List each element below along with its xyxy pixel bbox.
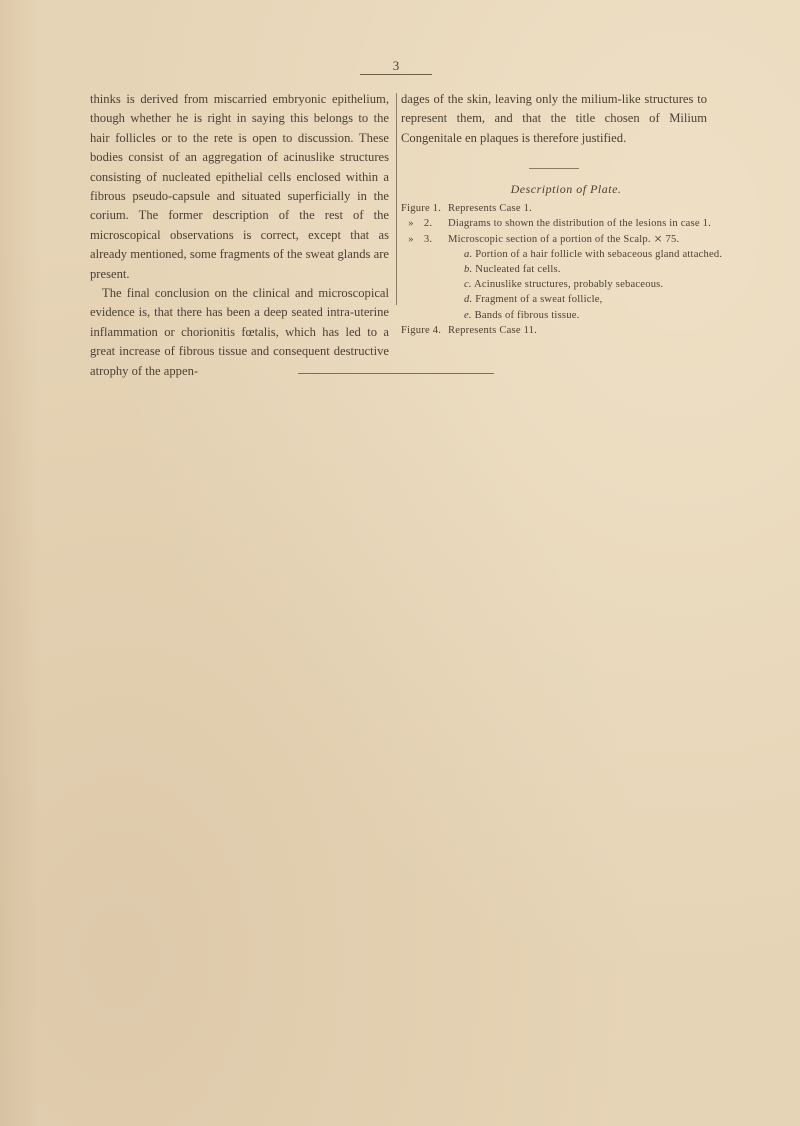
plate-subentry [401,247,723,262]
continuation-paragraph: dages of the skin, leaving only the milium-like structures to represent them, and that the title chosen of Milium Congenitale en plaques is therefore justified. [401,92,707,145]
subentry-letter: a. [464,248,473,260]
entry-text: Microscopic section of a portion of the Scalp. ⨯ 75. [448,233,680,245]
subentry-text: Portion of a hair follicle with sebaceous gland attached. [475,248,723,260]
entry-number: 2. [423,218,433,230]
plate-description-list [401,201,723,338]
entry-label: Figure [401,203,430,215]
entry-number: 4. [432,324,442,336]
subentry-letter: e. [464,309,472,321]
subentry-text: Bands of fibrous tissue. [474,309,580,321]
entry-text: Diagrams to shown the distribution of the lesions in case 1. [448,218,711,230]
body-paragraph: thinks is derived from miscarried embryonic epithelium, though whether he is right in saying this belongs to the hair follicles or to the rete is open to discussion. These bodies consist of an aggregation of acinuslike structures consisting of nucleated epithelial cells enclosed within a fibrous pseudo-capsule and situated superficially in the corium. The former description of the rest of the microscopical observations is correct, except that as already mentioned, some fragments of the sweat glands are present. [90,92,389,281]
plate-heading: Description of Plate. [510,182,622,197]
subentry-text: Nucleated fat cells. [475,264,561,276]
right-text-column [401,90,723,338]
plate-subentry [401,292,707,307]
section-divider [529,168,579,169]
subentry-text: Acinuslike structures, probably sebaceous. [474,279,664,291]
entry-text: Represents Case 11. [448,324,538,336]
plate-subentry [401,308,707,323]
subentry-letter: d. [464,294,473,306]
ditto-mark: » [408,233,414,245]
column-divider [396,93,397,305]
subentry-letter: c. [464,279,472,291]
body-paragraph: The final conclusion on the clinical and microscopical evidence is, that there has been a deep seated intra-uterine inflammation or chorionitis fœtalis, which has led to a great increase of fibrous tissue and consequent destructive atrophy of the appen- [90,286,389,378]
entry-number: 1. [432,203,442,215]
subentry-letter: b. [464,264,473,276]
end-divider [298,373,494,374]
entry-label: Figure [401,324,430,336]
plate-subentry [401,262,707,277]
plate-entry [401,232,707,247]
ditto-mark: » [408,218,414,230]
plate-subentry [401,277,707,292]
entry-number: 3. [423,233,433,245]
entry-text: Represents Case 1. [448,203,532,215]
plate-entry [401,323,707,338]
left-text-column [90,90,389,381]
plate-entry [401,201,707,216]
page-number: 3 [360,59,432,75]
subentry-text: Fragment of a sweat follicle, [475,294,603,306]
plate-entry [401,216,711,231]
